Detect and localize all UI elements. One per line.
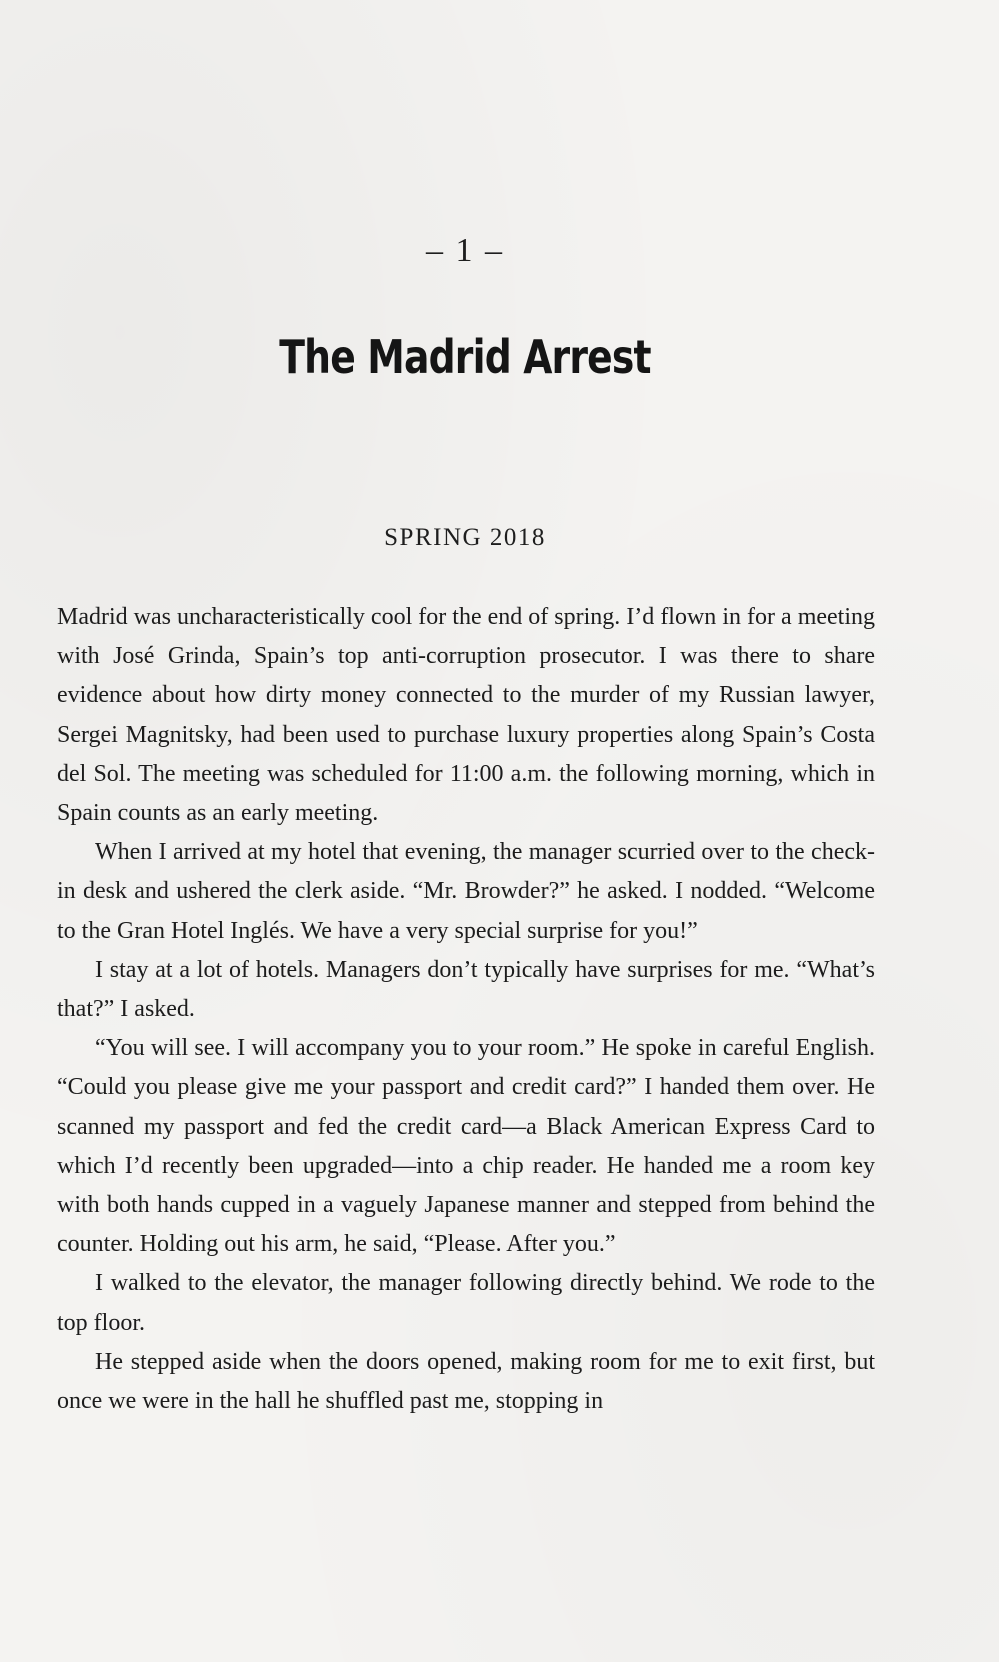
body-text: [57, 598, 875, 1421]
paragraph-1: Madrid was uncharacteristically cool for the end of spring. I’d flown in for a meeting with José Grinda, Spain’s top anti-corruption prosecutor. I was there to share evidence about how dirty money connected to the murder of my Russian lawyer, Sergei Magnitsky, had been used to purchase luxury properties along Spain’s Costa del Sol. The meeting was scheduled for 11:00 a.m. the following morning, which in Spain counts as an early meeting.: [57, 604, 875, 827]
paragraph-2: When I arrived at my hotel that evening, the manager scurried over to the check-in desk and ushered the clerk aside. “Mr. Browder?” he asked. I nodded. “Welcome to the Gran Hotel Inglés. We have a very special surprise for you!”: [57, 839, 875, 944]
chapter-dateline: SPRING 2018: [384, 524, 546, 551]
paragraph-6: He stepped aside when the doors opened, making room for me to exit first, but once we were in the hall he shuffled past me, stopping in: [57, 1348, 875, 1415]
chapter-title: The Madrid Arrest: [279, 330, 651, 384]
paragraph-3: I stay at a lot of hotels. Managers don’t typically have surprises for me. “What’s that?” I asked.: [57, 956, 875, 1023]
paragraph-5: I walked to the elevator, the manager following directly behind. We rode to the top floor.: [57, 1270, 875, 1336]
chapter-number: – 1 –: [426, 232, 504, 269]
paragraph-4: “You will see. I will accompany you to your room.” He spoke in careful English. “Could you please give me your passport and credit card?” I handed them over. He scanned my passport and fed the credit card—a Black American Express Card to which I’d recently been upgraded—into a chip reader. He handed me a room key with both hands cupped in a vaguely Japanese manner and stepped from behind the counter. Holding out his arm, he said, “Please. After you.”: [57, 1035, 875, 1258]
